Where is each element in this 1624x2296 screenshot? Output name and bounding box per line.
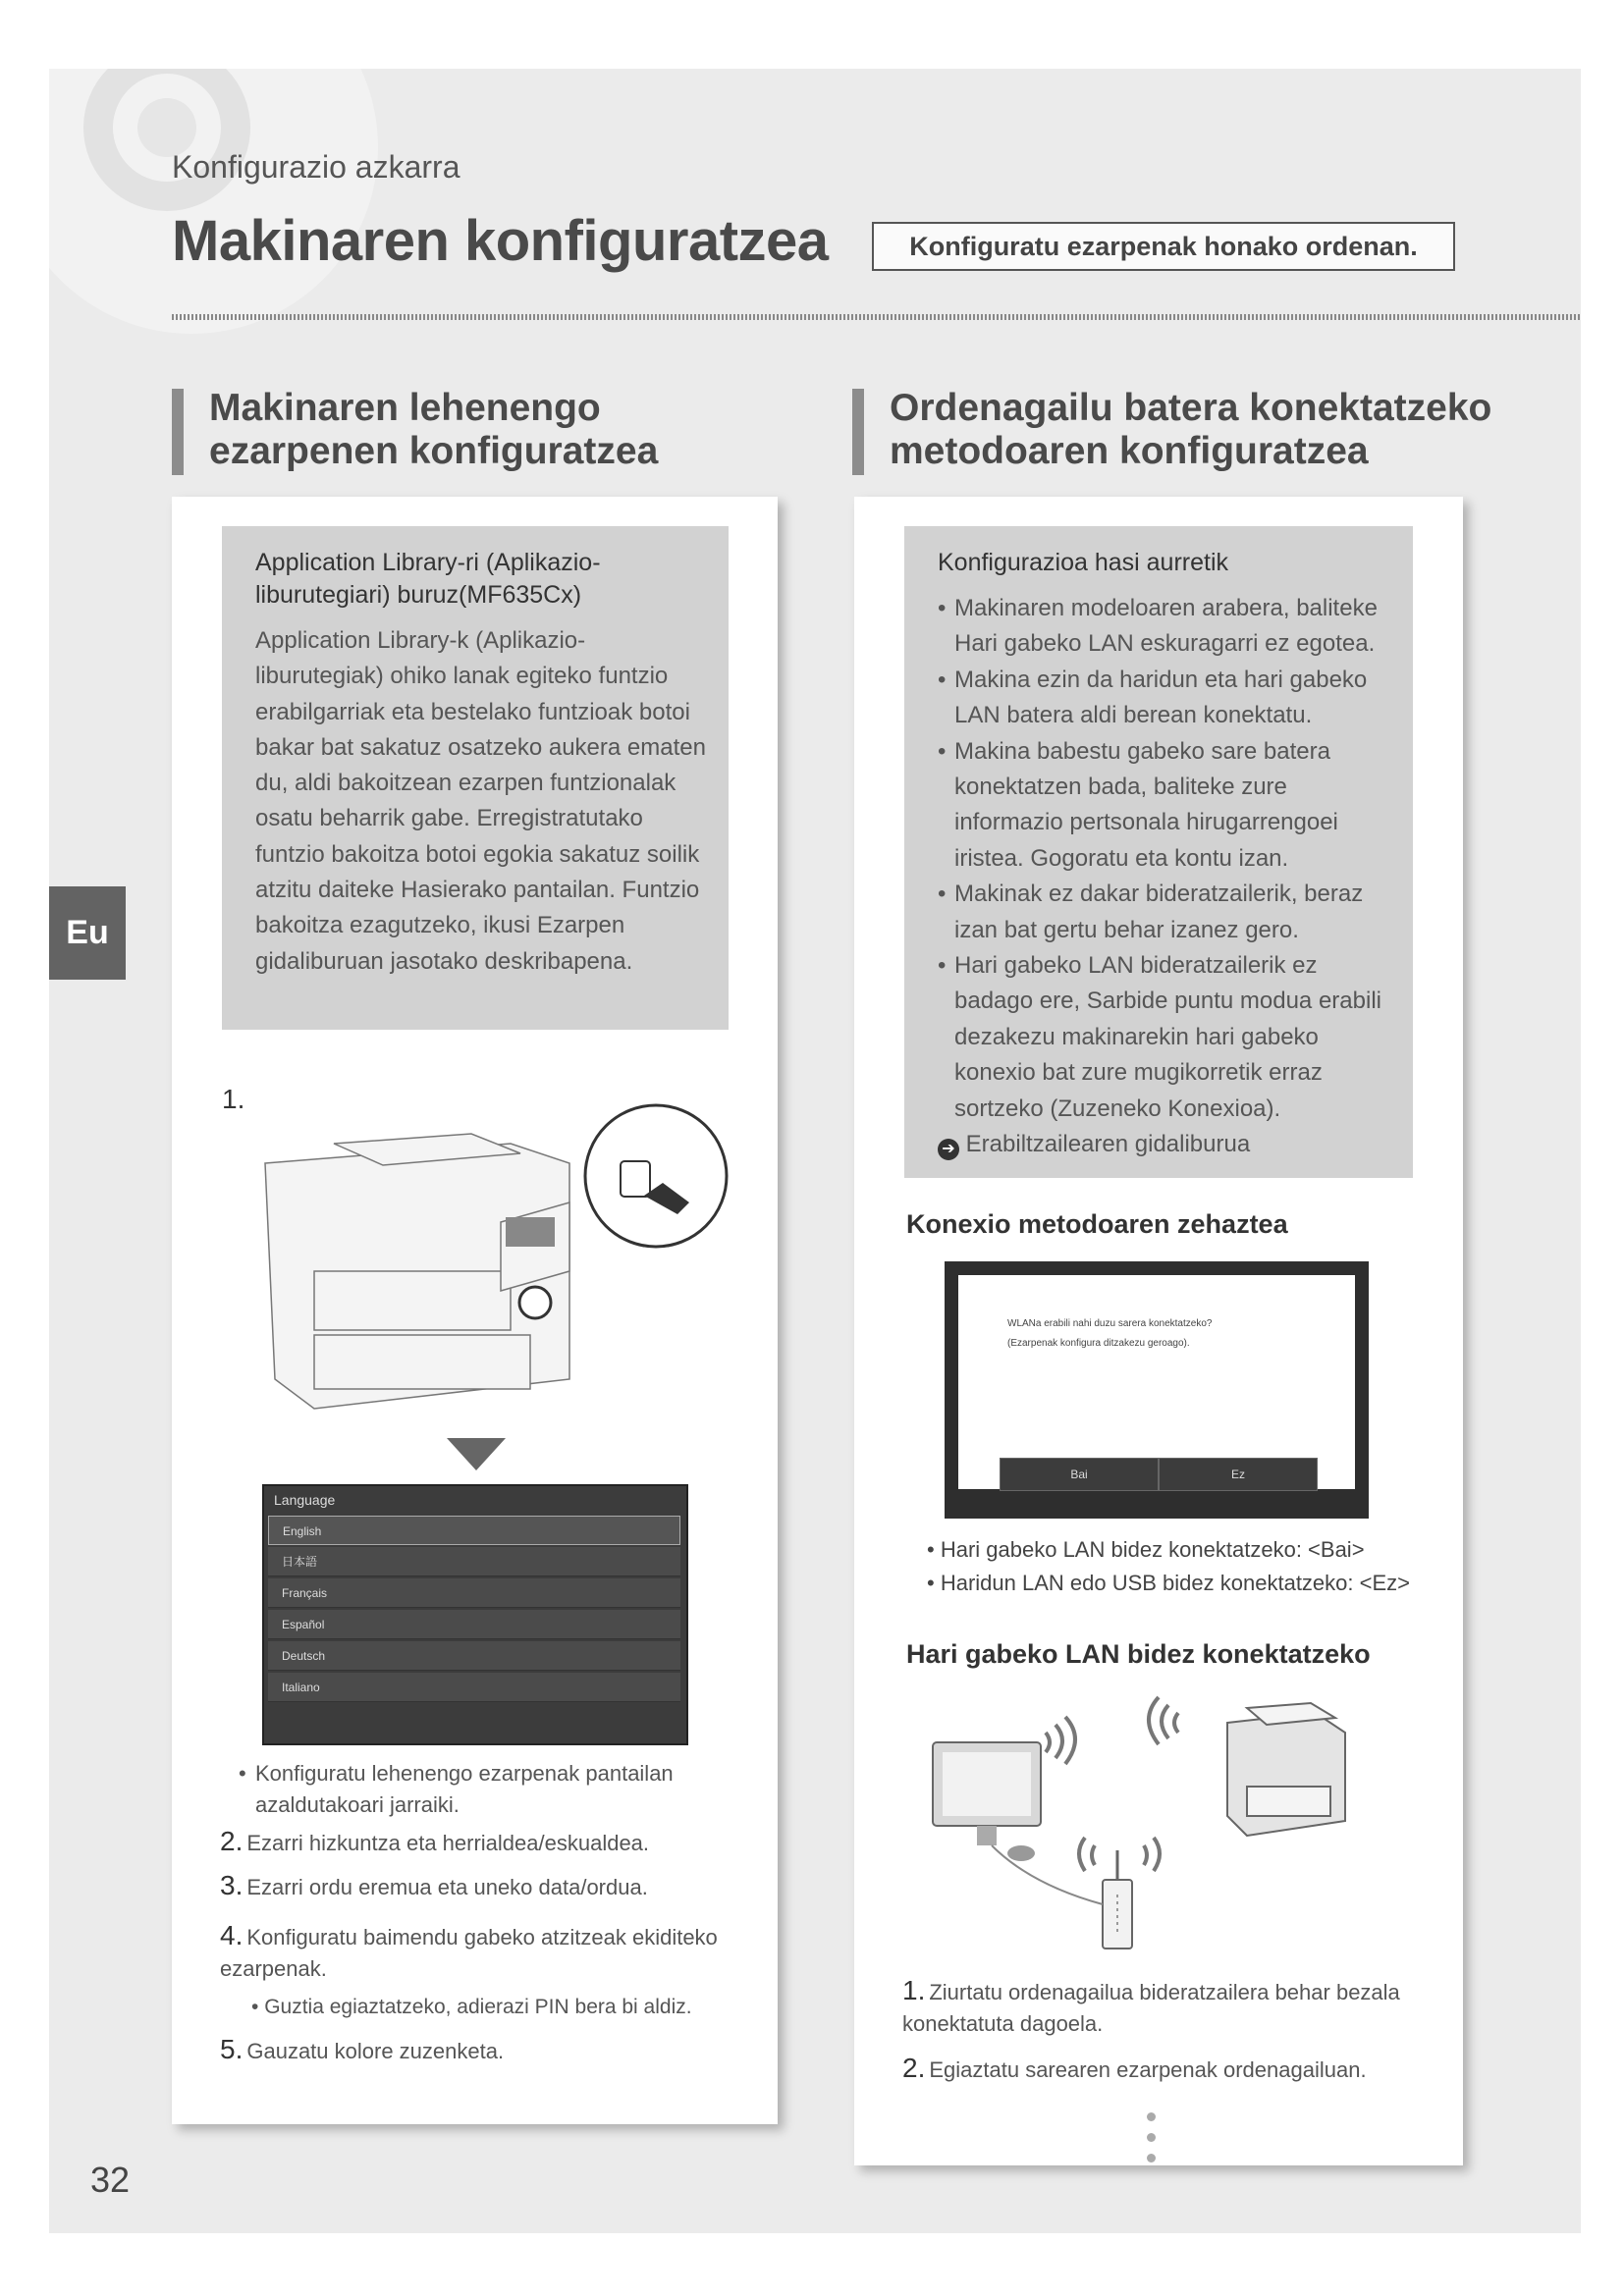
heading-bar bbox=[172, 389, 184, 475]
wireless-step-2: 2. Egiaztatu sarearen ezarpenak ordenagailuan. bbox=[902, 2053, 1367, 2083]
section-kicker: Konfigurazio azkarra bbox=[172, 149, 460, 185]
language-option[interactable]: Español bbox=[268, 1610, 680, 1639]
dialog-message bbox=[1007, 1314, 1212, 1354]
wireless-network-illustration bbox=[923, 1693, 1384, 1978]
heading-line: Ordenagailu batera konektatzeko bbox=[890, 387, 1492, 429]
router-icon bbox=[1103, 1850, 1132, 1949]
yes-button[interactable]: Bai bbox=[1000, 1458, 1159, 1491]
no-button[interactable]: Ez bbox=[1159, 1458, 1318, 1491]
infobox-title: Konfigurazioa hasi aurretik bbox=[938, 549, 1228, 576]
continuation-dots-icon bbox=[1147, 2112, 1159, 2163]
option-wireless: • Hari gabeko LAN bidez konektatzeko: <Bai> bbox=[927, 1537, 1365, 1562]
wireless-step-1: 1. Ziurtatu ordenagailua bideratzailera behar bezala konektatuta dagoela. bbox=[902, 1975, 1400, 2036]
printer-icon bbox=[1227, 1703, 1345, 1836]
language-screen bbox=[262, 1484, 688, 1745]
before-setup-infobox bbox=[904, 526, 1413, 1178]
language-option[interactable]: English bbox=[268, 1516, 680, 1545]
connection-method-heading: Konexio metodoaren zehaztea bbox=[906, 1209, 1288, 1239]
language-screen-title: Language bbox=[274, 1492, 336, 1508]
step-1-number: 1. bbox=[222, 1084, 245, 1114]
wifi-waves-icon bbox=[1046, 1697, 1178, 1871]
dialog-line: (Ezarpenak konfigura ditzakezu geroago). bbox=[1007, 1338, 1190, 1349]
bullet-item: • Makinak ez dakar bideratzailerik, beraz izan bat gertu behar izanez gero. bbox=[938, 877, 1389, 948]
heading-line: Makinaren lehenengo bbox=[209, 387, 601, 429]
page-number: 32 bbox=[90, 2160, 131, 2200]
order-instruction-box: Konfiguratu ezarpenak honako ordenan. bbox=[872, 222, 1455, 271]
link-text: Erabiltzailearen gidaliburua bbox=[965, 1131, 1251, 1158]
left-section-heading bbox=[172, 387, 658, 473]
bullet-item: • Makina ezin da haridun eta hari gabeko LAN batera aldi berean konektatu. bbox=[938, 663, 1389, 734]
application-library-infobox bbox=[222, 526, 729, 1030]
step-4: 4. Konfiguratu baimendu gabeko atzitzeak ekiditeko ezarpenak. bbox=[220, 1920, 718, 1981]
zoom-circle bbox=[585, 1105, 727, 1247]
language-option[interactable]: Deutsch bbox=[268, 1641, 680, 1671]
down-arrow-icon bbox=[442, 1433, 511, 1472]
dotted-divider bbox=[172, 314, 1581, 320]
power-key-icon bbox=[621, 1161, 650, 1197]
step-1-note bbox=[239, 1758, 730, 1821]
right-section-heading bbox=[852, 387, 1491, 473]
language-option[interactable]: Italiano bbox=[268, 1673, 680, 1702]
infobox-title: liburutegiari) buruz(MF635Cx) bbox=[255, 581, 582, 609]
infobox-bullets bbox=[938, 591, 1389, 1127]
note-text: • Konfiguratu lehenengo ezarpenak pantailan azaldutakoari jarraiki. bbox=[239, 1758, 730, 1821]
wireless-heading: Hari gabeko LAN bidez konektatzeko bbox=[906, 1639, 1371, 1669]
infobox-title: Application Library-ri (Aplikazio- bbox=[255, 549, 601, 576]
infobox-body: Application Library-k (Aplikazio-liburutegiak) ohiko lanak egiteko funtzio erabilgarriak eta bestelako funtzioak botoi bakar bat sakatuz osatzeko aukera ematen du, aldi bakoitzean ezarpen funtzionalak osatu beharrik gabe. Erregistratutako funtzio bakoitza botoi egokia sakatuz soilik atzitu daiteke Hasierako pantailan. Funtzio bakoitza ezagutzeko, ikusi Ezarpen gidaliburuan jasotako deskribapena. bbox=[255, 627, 706, 975]
heading-line: ezarpenen konfiguratzea bbox=[209, 430, 659, 472]
dialog-line: WLANa erabili nahi duzu sarera konektatzeko? bbox=[1007, 1318, 1213, 1329]
language-side-tab: Eu bbox=[49, 886, 126, 980]
user-guide-link[interactable] bbox=[938, 1127, 1389, 1162]
step-3: 3. Ezarri ordu eremua eta uneko data/ordua. bbox=[220, 1870, 648, 1900]
step-2: 2. Ezarri hizkuntza eta herrialdea/eskualdea. bbox=[220, 1826, 650, 1856]
control-panel-screen bbox=[506, 1217, 555, 1247]
step-5: 5. Gauzatu kolore zuzenketa. bbox=[220, 2034, 505, 2064]
step-4-note: • Guztia egiaztatzeko, adierazi PIN bera bi aldiz. bbox=[251, 1996, 692, 2018]
language-option[interactable]: Français bbox=[268, 1578, 680, 1608]
wlan-dialog-screen bbox=[945, 1261, 1369, 1519]
heading-line: metodoaren konfiguratzea bbox=[890, 430, 1369, 472]
computer-icon bbox=[933, 1742, 1041, 1861]
power-button-highlight bbox=[519, 1287, 551, 1318]
page-title: Makinaren konfiguratzea bbox=[172, 209, 829, 273]
bullet-item: • Makina babestu gabeko sare batera konektatzen bada, baliteke zure informazio pertsonala hirugarrengoei iristea. Gogoratu eta kontu izan. bbox=[938, 734, 1389, 878]
bullet-item: • Hari gabeko LAN bideratzailerik ez badago ere, Sarbide puntu modua erabili dezakezu makinarekin hari gabeko konexio bat zure mugikorretik erraz sortzeko (Zuzeneko Konexioa). bbox=[938, 948, 1389, 1127]
arrow-right-icon: ➔ bbox=[938, 1139, 959, 1160]
printer-power-illustration bbox=[255, 1085, 736, 1418]
heading-bar bbox=[852, 389, 864, 475]
language-option[interactable]: 日本語 bbox=[268, 1547, 680, 1576]
option-wired: • Haridun LAN edo USB bidez konektatzeko: <Ez> bbox=[927, 1571, 1410, 1595]
bullet-item: • Makinaren modeloaren arabera, baliteke Hari gabeko LAN eskuragarri ez egotea. bbox=[938, 591, 1389, 663]
